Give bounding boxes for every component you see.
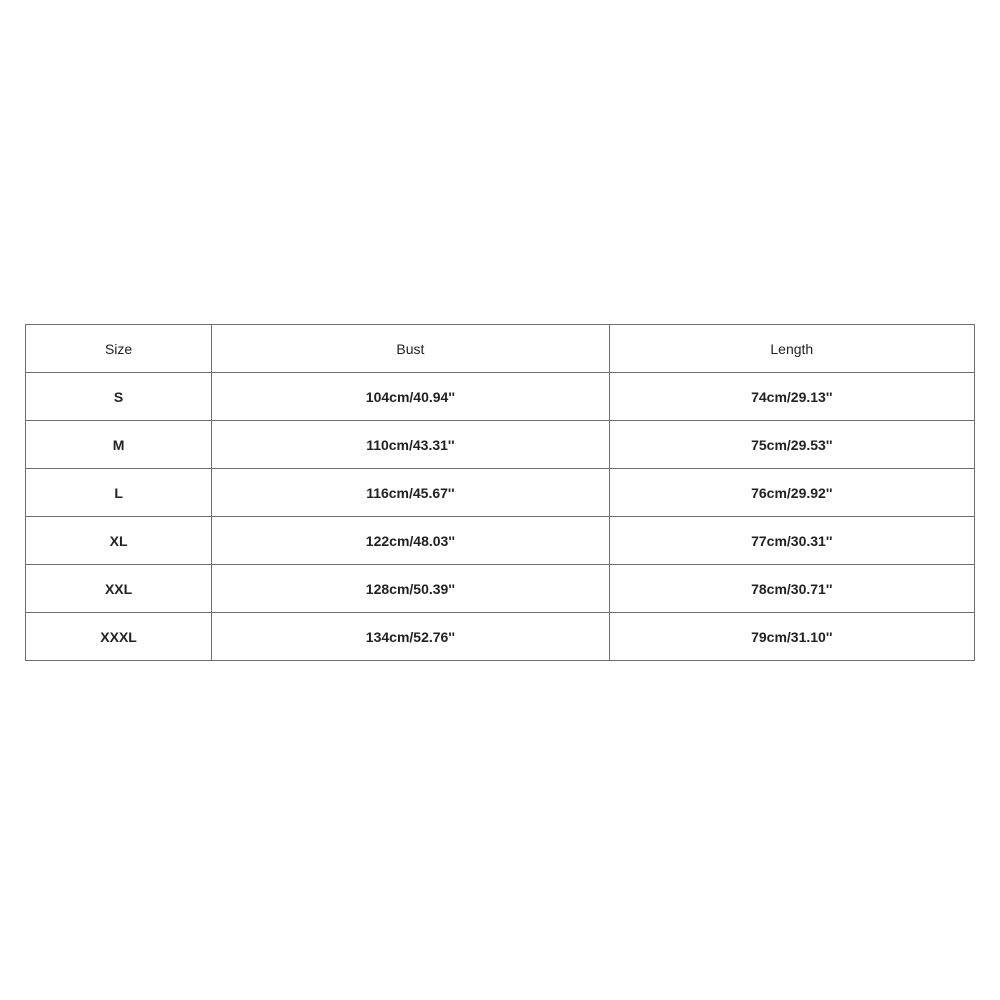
cell-bust: 110cm/43.31'' — [212, 421, 609, 469]
size-chart-table — [25, 324, 975, 661]
table-row — [26, 373, 975, 421]
cell-bust: 116cm/45.67'' — [212, 469, 609, 517]
cell-length: 75cm/29.53'' — [609, 421, 974, 469]
cell-size: XXL — [26, 565, 212, 613]
cell-size: XXXL — [26, 613, 212, 661]
cell-length: 79cm/31.10'' — [609, 613, 974, 661]
table-row — [26, 421, 975, 469]
cell-size: M — [26, 421, 212, 469]
cell-size: L — [26, 469, 212, 517]
header-length: Length — [609, 325, 974, 373]
table-body — [26, 373, 975, 661]
header-row — [26, 325, 975, 373]
cell-length: 74cm/29.13'' — [609, 373, 974, 421]
cell-bust: 134cm/52.76'' — [212, 613, 609, 661]
cell-length: 78cm/30.71'' — [609, 565, 974, 613]
cell-size: XL — [26, 517, 212, 565]
table-row — [26, 613, 975, 661]
cell-length: 76cm/29.92'' — [609, 469, 974, 517]
cell-length: 77cm/30.31'' — [609, 517, 974, 565]
cell-bust: 104cm/40.94'' — [212, 373, 609, 421]
table-row — [26, 565, 975, 613]
header-bust: Bust — [212, 325, 609, 373]
table-row — [26, 469, 975, 517]
table-header — [26, 325, 975, 373]
table-row — [26, 517, 975, 565]
cell-size: S — [26, 373, 212, 421]
cell-bust: 122cm/48.03'' — [212, 517, 609, 565]
cell-bust: 128cm/50.39'' — [212, 565, 609, 613]
header-size: Size — [26, 325, 212, 373]
